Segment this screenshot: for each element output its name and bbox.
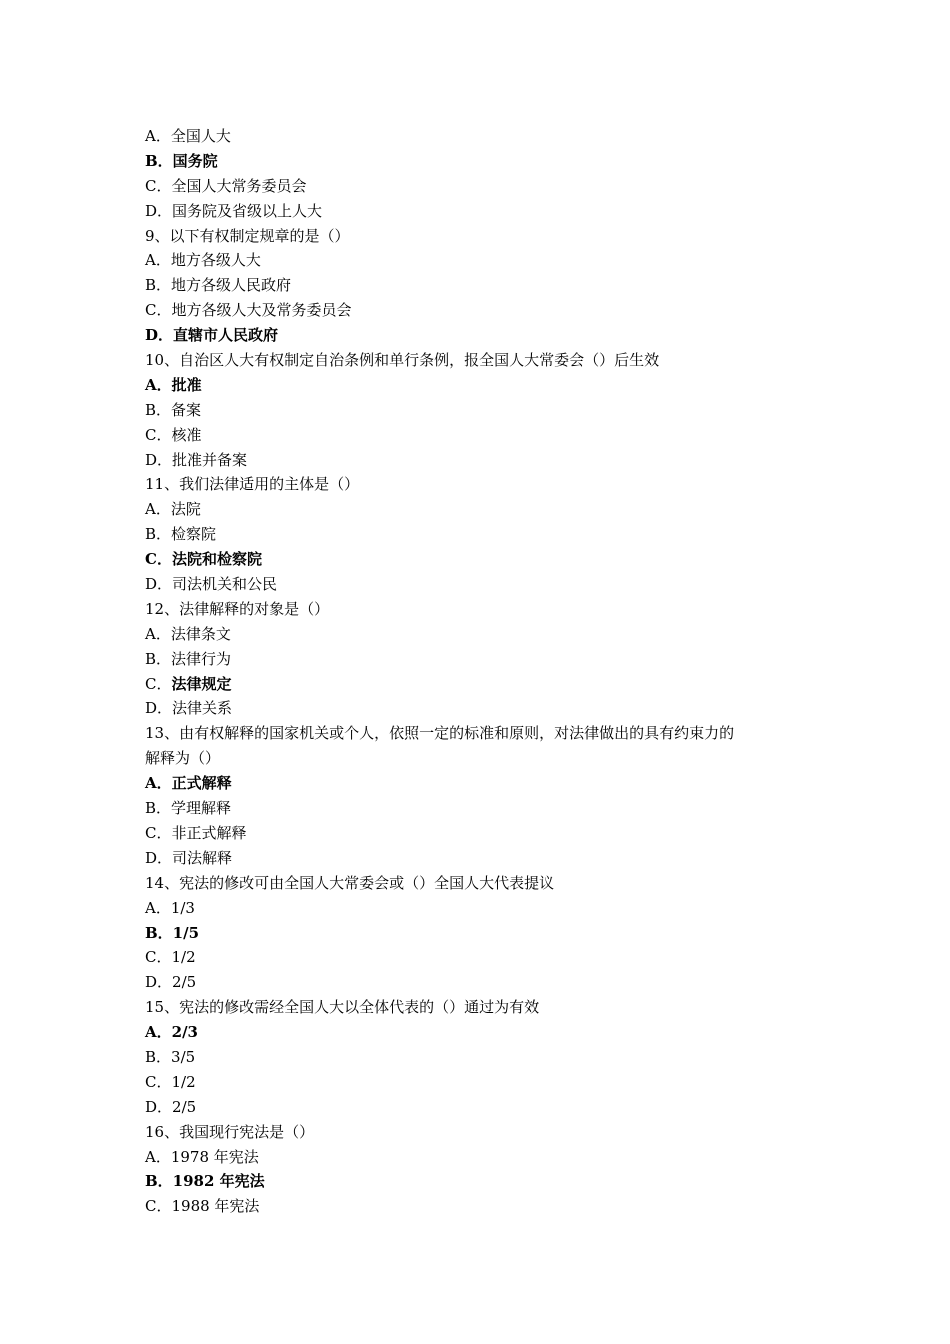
answer-option: C．1/2: [145, 1072, 196, 1091]
answer-option: D．司法机关和公民: [145, 575, 278, 594]
question-text: 解释为（）: [145, 749, 221, 768]
answer-option: A．批准: [145, 375, 202, 394]
answer-option: D．2/5: [145, 1097, 197, 1116]
answer-option: B．1/5: [145, 923, 200, 942]
question-text: 12、法律解释的对象是（）: [145, 599, 330, 618]
question-text: 13、由有权解释的国家机关或个人，依照一定的标准和原则，对法律做出的具有约束力的: [145, 724, 735, 743]
answer-option: B．1982 年宪法: [145, 1172, 265, 1191]
answer-option: A．全国人大: [145, 127, 231, 145]
answer-option: A．2/3: [145, 1023, 198, 1042]
answer-option: C．核准: [145, 425, 202, 444]
question-text: 14、宪法的修改可由全国人大常委会或（）全国人大代表提议: [145, 873, 555, 892]
answer-option: C．非正式解释: [145, 823, 247, 842]
question-text: 11、我们法律适用的主体是（）: [145, 475, 360, 494]
answer-option: C．法院和检察院: [145, 550, 262, 569]
option-label: C．: [145, 674, 172, 693]
answer-option: D．法律关系: [145, 699, 233, 718]
option-value: 法律规定: [171, 674, 232, 693]
answer-option: B．检察院: [145, 525, 217, 544]
answer-option: B．学理解释: [145, 799, 232, 818]
answer-option: C．1988 年宪法: [145, 1197, 260, 1216]
answer-option: A．法院: [145, 500, 201, 519]
answer-option: D．国务院及省级以上人大: [145, 201, 323, 220]
answer-option: A．1978 年宪法: [145, 1147, 259, 1166]
answer-option: D．2/5: [145, 973, 197, 992]
answer-option: D．司法解释: [145, 848, 233, 867]
question-text: 9、以下有权制定规章的是（）: [145, 226, 350, 245]
answer-option: D．批准并备案: [145, 450, 248, 469]
answer-option: C．地方各级人大及常务委员会: [145, 301, 352, 320]
answer-option: A．法律条文: [145, 624, 231, 643]
answer-option: A．地方各级人大: [145, 251, 261, 270]
answer-option: D．直辖市人民政府: [145, 326, 279, 345]
question-text: 16、我国现行宪法是（）: [145, 1122, 315, 1141]
question-text: 10、自治区人大有权制定自治条例和单行条例，报全国人大常委会（）后生效: [145, 351, 660, 370]
answer-option: B．法律行为: [145, 649, 232, 668]
answer-option: C．全国人大常务委员会: [145, 176, 307, 195]
answer-option: A．1/3: [145, 898, 195, 917]
answer-option: [145, 672, 825, 697]
answer-option: A．正式解释: [145, 774, 232, 793]
answer-option: B．地方各级人民政府: [145, 276, 292, 295]
answer-option: B．国务院: [145, 151, 218, 170]
answer-option: C．1/2: [145, 948, 196, 967]
answer-option: B．3/5: [145, 1047, 196, 1066]
answer-option: B．备案: [145, 400, 202, 419]
document-page: [145, 124, 825, 1219]
question-text: 15、宪法的修改需经全国人大以全体代表的（）通过为有效: [145, 998, 540, 1017]
